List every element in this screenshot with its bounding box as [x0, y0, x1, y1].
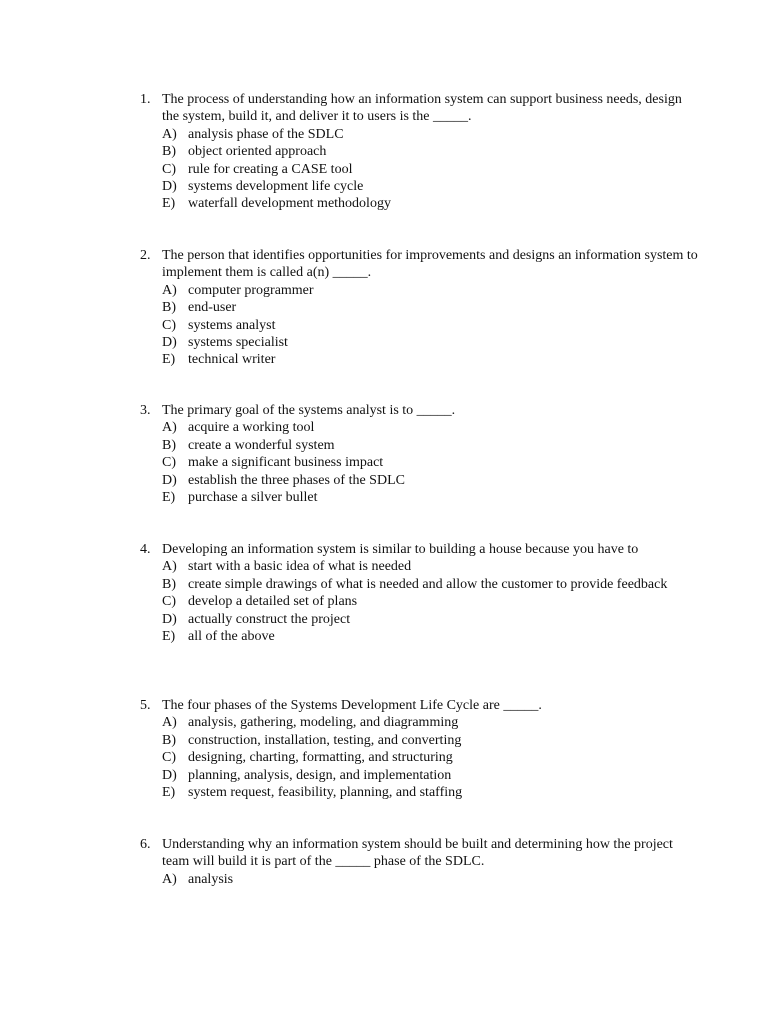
option-text: analysis — [188, 871, 234, 887]
question-4 — [140, 541, 700, 645]
option-text: system request, feasibility, planning, and staffing — [188, 785, 463, 801]
question-stem — [140, 247, 700, 282]
option-letter: B) — [162, 576, 176, 592]
option-letter: E) — [162, 629, 176, 645]
question-text: Developing an information system is similar to building a house because you have to — [162, 542, 639, 557]
option-d — [162, 334, 700, 351]
question-number: 6. — [140, 837, 151, 852]
option-letter: B) — [162, 300, 176, 316]
option-letter: D) — [162, 179, 177, 195]
option-text: systems specialist — [188, 335, 288, 351]
option-c — [162, 454, 700, 471]
option-text: create a wonderful system — [188, 437, 335, 453]
question-number: 2. — [140, 248, 151, 263]
question-number: 4. — [140, 542, 151, 557]
question-3 — [140, 402, 700, 506]
option-a — [162, 126, 700, 143]
option-d — [162, 178, 700, 195]
option-b — [162, 732, 700, 749]
option-text: technical writer — [188, 352, 276, 368]
option-letter: A) — [162, 126, 177, 142]
option-list — [140, 558, 700, 645]
option-d — [162, 611, 700, 628]
option-e — [162, 195, 700, 212]
option-letter: A) — [162, 282, 177, 298]
option-letter: A) — [162, 871, 177, 887]
question-text: The person that identifies opportunities for improvements and designs an information system to implement them is called a(n) _____. — [162, 248, 698, 281]
question-text: The four phases of the Systems Development Life Cycle are _____. — [162, 698, 542, 713]
option-d — [162, 472, 700, 489]
option-text: purchase a silver bullet — [188, 490, 318, 506]
option-a — [162, 282, 700, 299]
question-stem — [140, 91, 700, 126]
option-letter: C) — [162, 455, 176, 471]
option-letter: C) — [162, 161, 176, 177]
question-stem — [140, 402, 700, 419]
option-letter: C) — [162, 594, 176, 610]
option-text: object oriented approach — [188, 144, 327, 160]
question-number: 5. — [140, 698, 151, 713]
option-text: rule for creating a CASE tool — [188, 161, 353, 177]
option-a — [162, 558, 700, 575]
option-b — [162, 143, 700, 160]
question-stem — [140, 541, 700, 558]
option-c — [162, 161, 700, 178]
question-number: 3. — [140, 403, 151, 418]
option-text: actually construct the project — [188, 611, 351, 627]
option-text: systems development life cycle — [188, 179, 364, 195]
option-letter: D) — [162, 335, 177, 351]
option-list — [140, 126, 700, 213]
option-letter: E) — [162, 490, 176, 506]
option-text: waterfall development methodology — [188, 196, 391, 212]
question-5 — [140, 697, 700, 801]
option-e — [162, 489, 700, 506]
question-text: The process of understanding how an information system can support business needs, design the system, build it, and deliver it to users is the _____. — [162, 92, 682, 125]
option-text: acquire a working tool — [188, 420, 315, 436]
option-text: computer programmer — [188, 282, 314, 298]
option-letter: B) — [162, 732, 176, 748]
option-d — [162, 767, 700, 784]
option-c — [162, 749, 700, 766]
option-text: make a significant business impact — [188, 455, 384, 471]
option-list — [140, 419, 700, 506]
question-2 — [140, 247, 700, 369]
option-letter: C) — [162, 317, 176, 333]
option-b — [162, 299, 700, 316]
option-letter: C) — [162, 750, 176, 766]
option-letter: A) — [162, 420, 177, 436]
question-stem — [140, 697, 700, 714]
option-a — [162, 714, 700, 731]
option-list — [140, 282, 700, 369]
question-text: The primary goal of the systems analyst is to _____. — [162, 403, 456, 418]
option-text: all of the above — [188, 629, 275, 645]
option-text: systems analyst — [188, 317, 276, 333]
question-text: Understanding why an information system should be built and determining how the project team will build it is part of the _____ phase of the SDLC. — [162, 837, 673, 870]
option-a — [162, 419, 700, 436]
option-list — [140, 714, 700, 801]
option-text: designing, charting, formatting, and structuring — [188, 750, 453, 766]
option-text: analysis phase of the SDLC — [188, 126, 344, 142]
option-c — [162, 317, 700, 334]
option-e — [162, 628, 700, 645]
option-a — [162, 871, 700, 888]
option-c — [162, 593, 700, 610]
question-number: 1. — [140, 92, 151, 107]
question-stem — [140, 836, 700, 871]
option-text: analysis, gathering, modeling, and diagramming — [188, 715, 459, 731]
option-letter: D) — [162, 767, 177, 783]
option-list — [140, 871, 700, 888]
question-6 — [140, 836, 700, 888]
option-letter: A) — [162, 559, 177, 575]
option-text: construction, installation, testing, and converting — [188, 732, 462, 748]
option-text: end-user — [188, 300, 237, 316]
option-e — [162, 784, 700, 801]
option-text: create simple drawings of what is needed and allow the customer to provide feedback — [188, 576, 668, 592]
option-e — [162, 351, 700, 368]
option-text: planning, analysis, design, and implementation — [188, 767, 452, 783]
option-text: develop a detailed set of plans — [188, 594, 358, 610]
option-letter: D) — [162, 611, 177, 627]
option-text: establish the three phases of the SDLC — [188, 472, 405, 488]
option-letter: A) — [162, 715, 177, 731]
option-letter: E) — [162, 352, 176, 368]
option-letter: E) — [162, 785, 176, 801]
option-text: start with a basic idea of what is needed — [188, 559, 412, 575]
option-letter: B) — [162, 144, 176, 160]
question-1 — [140, 91, 700, 213]
option-b — [162, 576, 700, 593]
option-letter: D) — [162, 472, 177, 488]
option-letter: B) — [162, 437, 176, 453]
option-b — [162, 437, 700, 454]
option-letter: E) — [162, 196, 176, 212]
